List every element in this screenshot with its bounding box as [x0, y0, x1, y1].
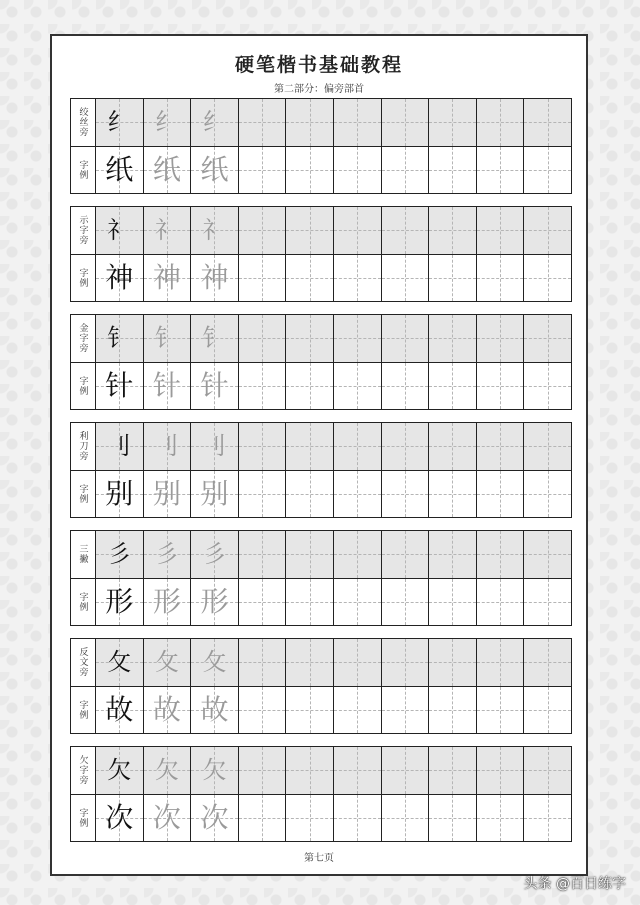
trace-character: 彡	[202, 540, 227, 569]
empty-practice-cell	[239, 795, 287, 842]
empty-practice-cell	[286, 687, 334, 734]
empty-practice-cell	[239, 99, 287, 146]
trace-character: 刂	[154, 432, 179, 461]
trace-character: 欠	[202, 756, 227, 785]
radical-cell	[191, 639, 239, 686]
practice-block	[70, 422, 572, 518]
empty-practice-cell	[382, 363, 430, 410]
block-sidebar	[71, 315, 96, 409]
practice-sheet	[50, 34, 588, 876]
empty-practice-cell	[239, 531, 287, 578]
block-sidebar	[71, 531, 96, 625]
example-label: 字例	[77, 267, 88, 288]
radical-cell	[96, 423, 144, 470]
empty-practice-cell	[524, 255, 571, 302]
empty-practice-cell	[239, 471, 287, 518]
empty-practice-cell	[286, 423, 334, 470]
empty-practice-cell	[286, 255, 334, 302]
empty-practice-cell	[477, 255, 525, 302]
empty-practice-cell	[524, 423, 571, 470]
radical-name: 金字旁	[71, 315, 95, 363]
trace-character: 钅	[202, 324, 227, 353]
example-cell	[144, 687, 192, 734]
empty-practice-cell	[382, 531, 430, 578]
example-cell	[144, 579, 192, 626]
empty-practice-cell	[477, 315, 525, 362]
empty-practice-cell	[477, 795, 525, 842]
empty-practice-cell	[286, 147, 334, 194]
empty-practice-cell	[334, 315, 382, 362]
empty-practice-cell	[286, 99, 334, 146]
empty-practice-cell	[524, 315, 571, 362]
radical-name: 绞丝旁	[71, 99, 95, 147]
empty-practice-cell	[334, 147, 382, 194]
empty-practice-cell	[239, 147, 287, 194]
radical-cell	[144, 639, 192, 686]
model-character: 针	[105, 368, 134, 402]
practice-block	[70, 314, 572, 410]
example-cell	[191, 471, 239, 518]
empty-practice-cell	[477, 471, 525, 518]
example-cell	[144, 255, 192, 302]
radical-cell	[191, 531, 239, 578]
trace-character: 攵	[154, 648, 179, 677]
empty-practice-cell	[429, 471, 477, 518]
empty-practice-cell	[382, 687, 430, 734]
empty-practice-cell	[334, 255, 382, 302]
trace-character: 别	[200, 476, 229, 510]
radical-cell	[96, 639, 144, 686]
empty-practice-cell	[477, 687, 525, 734]
page-number: 第七页	[304, 853, 334, 864]
empty-practice-cell	[239, 363, 287, 410]
trace-character: 刂	[202, 432, 227, 461]
radical-cell	[144, 207, 192, 254]
empty-practice-cell	[524, 687, 571, 734]
example-row	[96, 147, 571, 194]
empty-practice-cell	[477, 747, 525, 794]
empty-practice-cell	[286, 531, 334, 578]
empty-practice-cell	[286, 315, 334, 362]
empty-practice-cell	[524, 363, 571, 410]
empty-practice-cell	[286, 747, 334, 794]
example-label: 字例	[77, 159, 88, 180]
radical-name: 三撇	[71, 531, 95, 579]
empty-practice-cell	[334, 747, 382, 794]
trace-character: 礻	[202, 216, 227, 245]
empty-practice-cell	[382, 423, 430, 470]
example-label: 字例	[77, 375, 88, 396]
trace-character: 纸	[152, 152, 181, 186]
empty-practice-cell	[429, 747, 477, 794]
model-character: 纟	[107, 108, 132, 137]
example-cell	[96, 687, 144, 734]
empty-practice-cell	[429, 315, 477, 362]
empty-practice-cell	[334, 423, 382, 470]
practice-grid	[96, 423, 571, 517]
radical-cell	[191, 747, 239, 794]
empty-practice-cell	[239, 207, 287, 254]
empty-practice-cell	[334, 207, 382, 254]
empty-practice-cell	[239, 747, 287, 794]
empty-practice-cell	[382, 639, 430, 686]
empty-practice-cell	[239, 255, 287, 302]
empty-practice-cell	[477, 423, 525, 470]
trace-character: 欠	[154, 756, 179, 785]
model-character: 纸	[105, 152, 134, 186]
empty-practice-cell	[382, 471, 430, 518]
example-row	[96, 579, 571, 626]
empty-practice-cell	[286, 471, 334, 518]
empty-practice-cell	[382, 747, 430, 794]
example-label: 字例	[77, 483, 88, 504]
empty-practice-cell	[477, 639, 525, 686]
radical-name: 利刀旁	[71, 423, 95, 471]
model-character: 别	[105, 476, 134, 510]
empty-practice-cell	[239, 579, 287, 626]
empty-practice-cell	[429, 363, 477, 410]
trace-character: 神	[200, 260, 229, 294]
radical-row	[96, 99, 571, 147]
practice-grid	[96, 99, 571, 193]
empty-practice-cell	[429, 423, 477, 470]
empty-practice-cell	[286, 363, 334, 410]
block-sidebar	[71, 747, 96, 841]
model-character: 彡	[107, 540, 132, 569]
empty-practice-cell	[334, 579, 382, 626]
radical-cell	[96, 531, 144, 578]
empty-practice-cell	[382, 795, 430, 842]
trace-character: 别	[152, 476, 181, 510]
empty-practice-cell	[382, 147, 430, 194]
empty-practice-cell	[524, 99, 571, 146]
practice-grid	[96, 207, 571, 301]
empty-practice-cell	[429, 531, 477, 578]
practice-block	[70, 638, 572, 734]
empty-practice-cell	[477, 207, 525, 254]
empty-practice-cell	[429, 99, 477, 146]
practice-block	[70, 206, 572, 302]
empty-practice-cell	[334, 639, 382, 686]
trace-character: 形	[152, 584, 181, 618]
radical-row	[96, 207, 571, 255]
empty-practice-cell	[382, 579, 430, 626]
empty-practice-cell	[286, 639, 334, 686]
example-label: 字例	[77, 591, 88, 612]
practice-block	[70, 746, 572, 842]
example-row	[96, 687, 571, 734]
example-cell	[144, 147, 192, 194]
empty-practice-cell	[524, 795, 571, 842]
empty-practice-cell	[286, 579, 334, 626]
empty-practice-cell	[429, 639, 477, 686]
radical-cell	[96, 99, 144, 146]
empty-practice-cell	[429, 795, 477, 842]
radical-cell	[96, 747, 144, 794]
trace-character: 钅	[154, 324, 179, 353]
radical-cell	[144, 747, 192, 794]
radical-cell	[144, 531, 192, 578]
trace-character: 纸	[200, 152, 229, 186]
trace-character: 纟	[202, 108, 227, 137]
trace-character: 攵	[202, 648, 227, 677]
trace-character: 次	[200, 800, 229, 834]
empty-practice-cell	[334, 531, 382, 578]
radical-cell	[144, 423, 192, 470]
empty-practice-cell	[429, 147, 477, 194]
trace-character: 纟	[154, 108, 179, 137]
empty-practice-cell	[524, 207, 571, 254]
empty-practice-cell	[334, 363, 382, 410]
example-cell	[191, 255, 239, 302]
example-cell	[144, 471, 192, 518]
empty-practice-cell	[286, 795, 334, 842]
radical-row	[96, 315, 571, 363]
model-character: 钅	[107, 324, 132, 353]
trace-character: 针	[200, 368, 229, 402]
practice-grid	[96, 315, 571, 409]
trace-character: 针	[152, 368, 181, 402]
practice-blocks	[70, 98, 572, 854]
model-character: 次	[105, 800, 134, 834]
empty-practice-cell	[477, 531, 525, 578]
empty-practice-cell	[477, 363, 525, 410]
empty-practice-cell	[239, 687, 287, 734]
practice-grid	[96, 531, 571, 625]
example-label: 字例	[77, 699, 88, 720]
radical-row	[96, 423, 571, 471]
empty-practice-cell	[286, 207, 334, 254]
model-character: 形	[105, 584, 134, 618]
example-row	[96, 363, 571, 410]
radical-row	[96, 747, 571, 795]
model-character: 欠	[107, 756, 132, 785]
empty-practice-cell	[429, 255, 477, 302]
block-sidebar	[71, 423, 96, 517]
empty-practice-cell	[524, 147, 571, 194]
model-character: 攵	[107, 648, 132, 677]
empty-practice-cell	[334, 99, 382, 146]
example-cell	[96, 363, 144, 410]
example-cell	[191, 147, 239, 194]
example-cell	[144, 363, 192, 410]
example-cell	[96, 579, 144, 626]
empty-practice-cell	[382, 315, 430, 362]
empty-practice-cell	[524, 531, 571, 578]
example-cell	[191, 579, 239, 626]
trace-character: 神	[152, 260, 181, 294]
empty-practice-cell	[334, 471, 382, 518]
example-cell	[96, 147, 144, 194]
example-label: 字例	[77, 807, 88, 828]
radical-name: 欠字旁	[71, 747, 95, 795]
empty-practice-cell	[477, 99, 525, 146]
block-sidebar	[71, 99, 96, 193]
block-sidebar	[71, 639, 96, 733]
radical-cell	[191, 315, 239, 362]
radical-cell	[191, 207, 239, 254]
empty-practice-cell	[429, 207, 477, 254]
empty-practice-cell	[429, 579, 477, 626]
example-cell	[191, 795, 239, 842]
model-character: 礻	[107, 216, 132, 245]
example-row	[96, 255, 571, 302]
empty-practice-cell	[477, 147, 525, 194]
trace-character: 彡	[154, 540, 179, 569]
radical-name: 反文旁	[71, 639, 95, 687]
example-row	[96, 795, 571, 842]
empty-practice-cell	[524, 747, 571, 794]
radical-cell	[96, 315, 144, 362]
radical-cell	[144, 99, 192, 146]
watermark: 头条 @百日练字	[523, 876, 626, 892]
example-row	[96, 471, 571, 518]
model-character: 刂	[107, 432, 132, 461]
empty-practice-cell	[524, 639, 571, 686]
model-character: 故	[105, 692, 134, 726]
radical-cell	[191, 423, 239, 470]
example-cell	[96, 255, 144, 302]
radical-name: 示字旁	[71, 207, 95, 255]
trace-character: 故	[152, 692, 181, 726]
radical-cell	[191, 99, 239, 146]
trace-character: 故	[200, 692, 229, 726]
practice-grid	[96, 747, 571, 841]
empty-practice-cell	[477, 579, 525, 626]
block-sidebar	[71, 207, 96, 301]
page-subtitle: 第二部分：偏旁部首	[274, 84, 364, 95]
empty-practice-cell	[239, 423, 287, 470]
example-cell	[144, 795, 192, 842]
practice-grid	[96, 639, 571, 733]
example-cell	[96, 795, 144, 842]
empty-practice-cell	[382, 99, 430, 146]
example-cell	[96, 471, 144, 518]
empty-practice-cell	[239, 639, 287, 686]
page-title: 硬笔楷书基础教程	[234, 54, 403, 76]
empty-practice-cell	[524, 579, 571, 626]
radical-row	[96, 639, 571, 687]
model-character: 神	[105, 260, 134, 294]
empty-practice-cell	[382, 207, 430, 254]
trace-character: 形	[200, 584, 229, 618]
practice-block	[70, 530, 572, 626]
radical-cell	[144, 315, 192, 362]
trace-character: 次	[152, 800, 181, 834]
radical-cell	[96, 207, 144, 254]
empty-practice-cell	[429, 687, 477, 734]
example-cell	[191, 363, 239, 410]
empty-practice-cell	[334, 795, 382, 842]
empty-practice-cell	[334, 687, 382, 734]
empty-practice-cell	[239, 315, 287, 362]
trace-character: 礻	[154, 216, 179, 245]
empty-practice-cell	[382, 255, 430, 302]
practice-block	[70, 98, 572, 194]
radical-row	[96, 531, 571, 579]
example-cell	[191, 687, 239, 734]
empty-practice-cell	[524, 471, 571, 518]
